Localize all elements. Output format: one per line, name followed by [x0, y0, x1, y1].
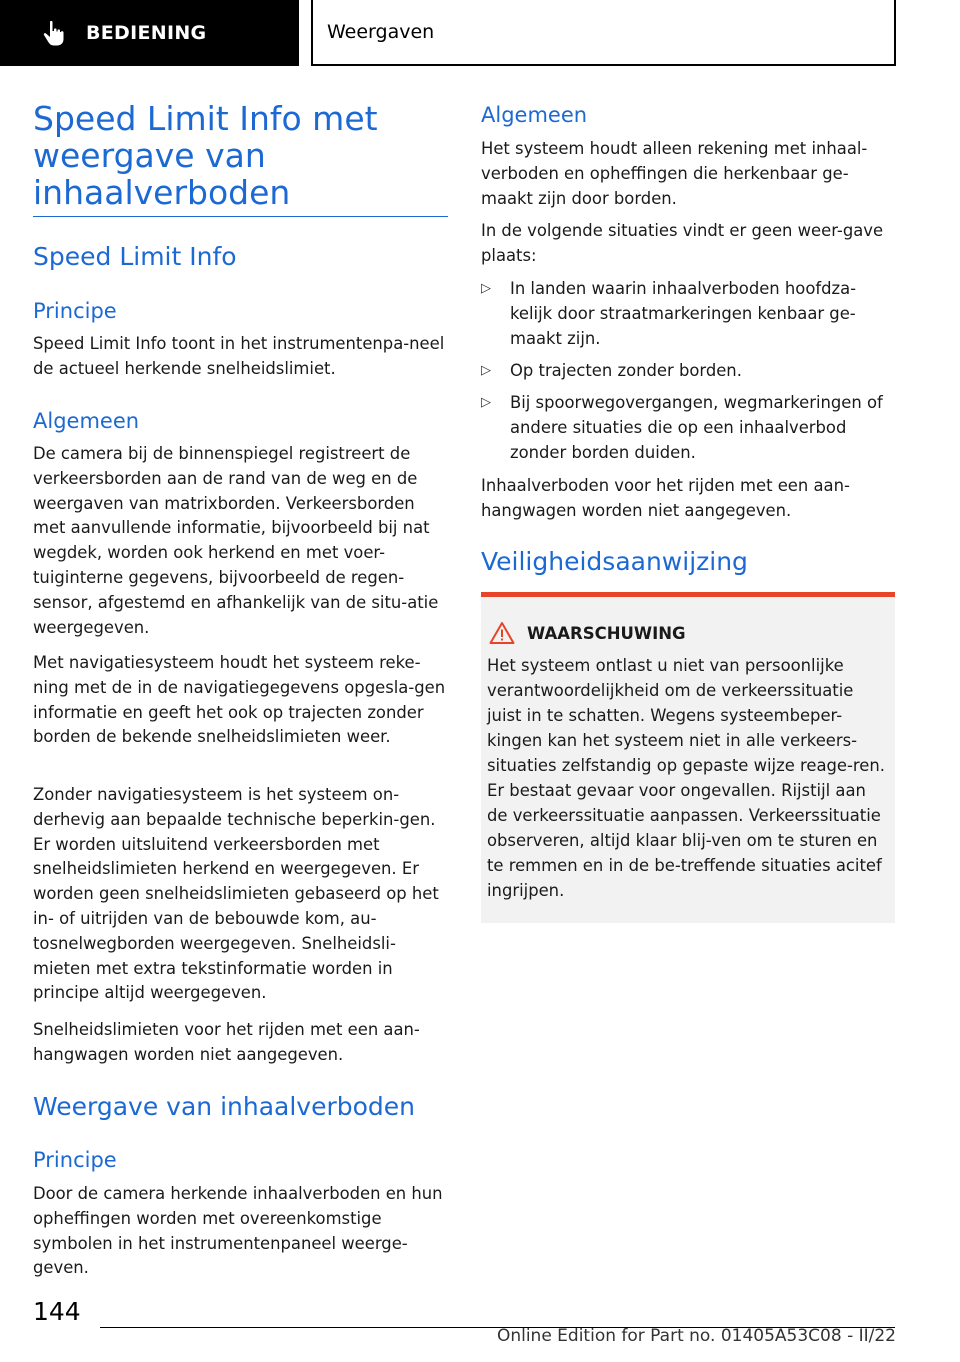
triangle-bullet-icon: ▷	[481, 395, 491, 410]
warning-triangle-icon	[489, 621, 515, 645]
page-title: Speed Limit Info met weergave van inhaalverboden	[33, 99, 378, 212]
heading-principe-1: Principe	[33, 299, 117, 323]
heading-weergave-inhaalverboden: Weergave van inhaalverboden	[33, 1092, 416, 1121]
warning-text: Het systeem ontlast u niet van persoonlijke verantwoordelijkheid om de verkeerssituatie juist in te schatten. Wegens systeembeper-kingen kan het systeem niet in alle verkeers-situaties zelfstandig op gepaste wijze reage-ren. Er bestaat gevaar voor ongevallen. Rijstijl aan de verkeerssituatie aanpassen. Verkeerssituatie observeren, altijd klaar blij-ven om te sturen en te remmen en in de be-treffende situaties acitef ingrijpen.	[487, 656, 885, 900]
section-label: BEDIENING	[86, 22, 207, 44]
paragraph-algemeen-3: Zonder navigatiesysteem is het systeem on-derhevig aan bepaalde technische beperkin-gen. Er worden uitsluitend verkeersborden met snelheidslimieten herkend en weergegeven. Er worden geen snelheidslimieten gebaseerd op het in- of uitrijden van de bebouwde kom, au-tosnelwegborden weergegeven. Snelheidsli-mieten met extra tekstinformatie worden in principe altijd weergegeven.	[33, 785, 439, 1003]
paragraph-algemeen-2: Met navigatiesysteem houdt het systeem reke-ning met de in de navigatiegegevens opgesla-gen informatie en geeft het ook op trajecten zonder borden de bekende snelheidslimieten weer.	[33, 653, 446, 747]
paragraph-principe-2: Door de camera herkende inhaalverboden en hun opheffingen worden met overeenkomstige symbolen in het instrumentenpaneel weerge-geven.	[33, 1184, 443, 1278]
paragraph-right-1: Het systeem houdt alleen rekening met inhaal-verboden en opheffingen die herkenbaar ge-maakt zijn door borden.	[481, 139, 868, 208]
triangle-bullet-icon: ▷	[481, 363, 491, 378]
title-divider	[33, 216, 448, 217]
paragraph-principe-1: Speed Limit Info toont in het instrumentenpa-neel de actueel herkende snelheidslimiet.	[33, 334, 445, 378]
heading-veiligheidsaanwijzing: Veiligheidsaanwijzing	[481, 547, 748, 576]
warning-header	[489, 621, 686, 645]
chapter-label: Weergaven	[327, 21, 435, 43]
page-header	[0, 0, 960, 66]
paragraph-right-3: Inhaalverboden voor het rijden met een aan-hangwagen worden niet aangegeven.	[481, 476, 850, 520]
paragraph-right-2: In de volgende situaties vindt er geen weer-gave plaats:	[481, 221, 884, 265]
warning-box	[481, 592, 895, 923]
list-item-text: In landen waarin inhaalverboden hoofdza-kelijk door straatmarkeringen kenbaar ge-maakt zijn.	[510, 279, 857, 348]
hand-pointer-icon	[40, 19, 68, 47]
heading-principe-2: Principe	[33, 1148, 117, 1172]
chapter-tab	[311, 0, 896, 66]
page-number: 144	[33, 1297, 81, 1326]
triangle-bullet-icon: ▷	[481, 281, 491, 296]
edition-text: Online Edition for Part no. 01405A53C08 - II/22	[496, 1326, 896, 1346]
paragraph-algemeen-4: Snelheidslimieten voor het rijden met een aan-hangwagen worden niet aangegeven.	[33, 1020, 420, 1064]
list-item-text: Op trajecten zonder borden.	[510, 361, 742, 380]
paragraph-algemeen-1: De camera bij de binnenspiegel registreert de verkeersborden aan de rand van de weg en de weergaven van matrixborden. Verkeersborden met aanvullende informatie, bijvoorbeeld bij nat wegdek, worden ook herkend en met voer-tuiginterne gegevens, bijvoorbeeld de regen-sensor, afgestemd en afhankelijk van de situ-atie weergegeven.	[33, 444, 439, 637]
warning-label: WAARSCHUWING	[527, 623, 686, 643]
heading-speed-limit-info: Speed Limit Info	[33, 242, 237, 271]
section-tab	[0, 0, 299, 66]
list-item-text: Bij spoorwegovergangen, wegmarkeringen of andere situaties die op een inhaalverbod zonder borden duiden.	[510, 393, 883, 462]
heading-algemeen-2: Algemeen	[481, 103, 588, 127]
heading-algemeen-1: Algemeen	[33, 409, 140, 433]
